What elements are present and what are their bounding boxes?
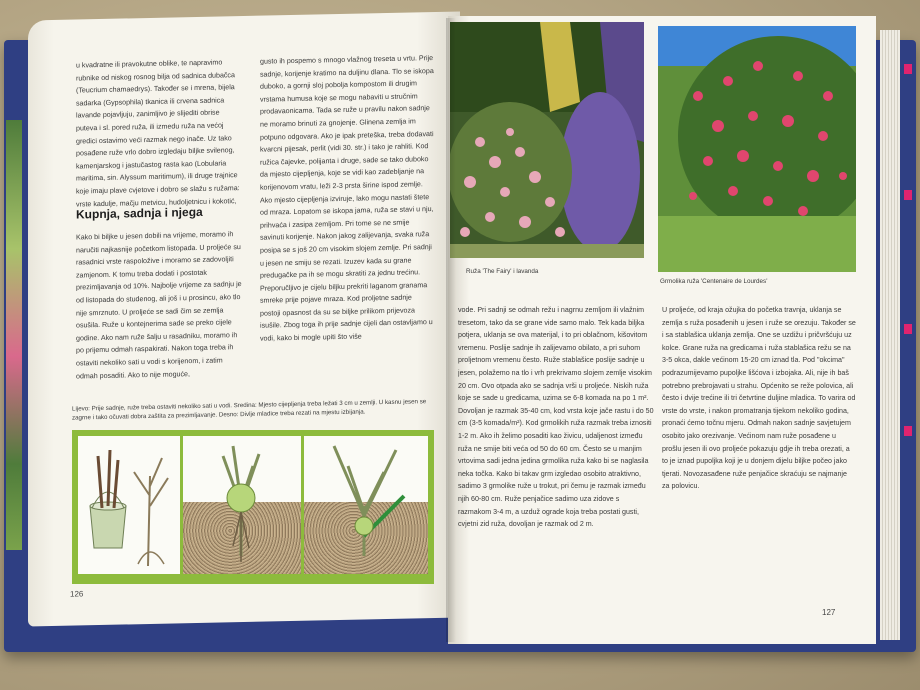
left-page-column-2: gusto ih pospemo s mnogo vlažnog treseta u vrtu. Prije sadnje, korijenje kratimo na duljinu dlana. Tlo se iskopa duboko, a gornji sloj pobolja kompostom ili drugim vrstama humusa koje se mogu nabaviti u stručnim prodavaonicama. Tada se ruže u pravilu nakon sadnje ne moramo brinuti za gnojenje. Glinena zemlja im potpuno odgovara. Ako je ipak preteška, treba dodavati kvarcni pijesak, perlit (vidi 30. str.) i tako je rahliti. Kod ružica čajevke, polijanta i druge, sade se tako duboko da mjesto cijepljenja, koje se vidi kao zadebljanje na korijenovom vratu, leži 2-3 prsta širine ispod zemlje. Ako mjesto cijepljenja izviruje, lako mogu nastati štete od mraza. Lopatom se iskopa jama, ruža se stavi u nju, prihvaća i zasipa zemljom. Pri tome se ne smije savinuti korijenje. Nakon jakog zalijevanja, svaka ruža posipa se s još 20 cm visokim slojem zemlje. Pri sadnji u jesen ne smiju se rezati. Izuzev kada su grane predugačke pa ih se mogu skratiti za jednu trećinu. Preporučljivo je cijelu biljku prekriti laganom granama smreke prije pojave mraza. Kod proljetne sadnje postoji opasnost da su se biljke prilikom prijevoza isušile. Zbog toga ih prije sadnje cijeli dan ostavljamo u vodi, kako bi mogle upiti što više [260,54,434,343]
illustration-panel-pruning [304,436,428,574]
shrub-rose-image [658,26,856,272]
page-number-left: 126 [70,589,84,599]
bookmark-tab [904,64,912,74]
illustration-panel-bucket [78,436,180,574]
rose-lavender-image [450,22,644,258]
planting-illustration [72,430,434,584]
book-gutter [446,18,456,642]
shrub-rose-photo [658,26,856,272]
section-heading: Kupnja, sadnja i njega [76,204,203,222]
bookmark-tab [904,426,912,436]
page-number-right: 127 [822,608,836,617]
shoot-illustration [304,436,428,574]
cover-photo-strip [6,120,22,550]
right-page-column-1: vode. Pri sadnji se odmah režu i nagrnu zemljom ili vlažnim tresetom, tako da se grane vide samo malo. Tek kada biljka potjera, uklanja se ova materijal, i to pri oblačnom, kišovitom vremenu. Poslije sadnje ih zalijevamo obilato, a pri suhom proljetnom vremenu često. Ruže stablašice poslije sadnje u jesen, polažemo na tlo i vrh prekrivamo slojem zemlje visokim 20 cm. Ovo otpada ako se sadnja vrši u proljeće. Niskih ruža koje se sade u gredicama, uzima se 6-8 komada na po 1 m². Dovoljan je razmak 35-40 cm, kod vrsta koje jače rastu i do 50 cm (3-5 komada/m²). Kod grmolikih ruža razmak treba iznositi 1-2 m. Ako ih želimo posaditi kao živicu, udaljenost između ruža ne smije biti veća od 50 do 60 cm. Često se u manjim vrtovima sadi jedna jedina grmolika ruža kako bi se naglasila neka točka. Kako bi takav grm izgledao osobito atraktivno, sadimo 3 grmolike ruže u trokut, pri čemu je razmak između njih 60-80 cm. Ruže penjačice sadimo uza zidove s razmakom 3-4 m, a uzduž ograde koja treba postati gusti, cvjetni zid ruža, dovoljan je razmak od 2 m. [458,306,654,529]
photo1-caption: Ruža 'The Fairy' i lavanda [466,268,539,275]
photo2-caption: Grmolika ruža 'Centenaire de Lourdes' [660,278,768,285]
plant-illustration [183,436,301,574]
page-edges [880,30,900,640]
right-page-column-2: U proljeće, od kraja ožujka do početka travnja, uklanja se zemlja s ruža posađenih u jesen i ruže se orezuju. Također se i sa stablašica uklanja zemlja. One se uzdižu i pričvršćuju uz kolce. Grane ruža na gredicama i ruža stablašica režu se na 3-5 okca, dakle većinom 15-20 cm iznad tla. Pod "okcima" podrazumijevamo pupoljke lišćova i izbojaka. Ali, nije ih baš potrebno prebrojavati u strahu. Općenito se reže polovica, ali često i dvije trećine ili tri četvrtine duljine mladica. To varira od vrste do vrste, i nakon promatranja tijekom nekoliko godina, pronaći ćemo točnu mjeru. Odmah nakon sadnje savjetujem osobito jako orezivanje. Većinom nam ruže posađene u prošlu jesen ili ovo proljeće pokazuju gdje ih treba orezati, a to je iznad pupoljka koji je u donjem dijelu biljke počeo jako tjerati. Novozasađene ruže penjačice skraćuju se najmanje za polovicu. [662,306,856,491]
bookmark-tab [904,324,912,334]
bucket-illustration [78,436,180,574]
rose-lavender-photo [450,22,644,258]
figure-caption: Lijevo: Prije sadnje, ruže treba ostaviti nekoliko sati u vodi. Sredina: Mjesto cijepljenja treba ležati 3 cm u zemlji. U kasnu jesen se zagrne i tako očuvati dobra zaštita za prezimljavanje. Desno: Divlje mladice treba rezati na mjestu izbijanja. [72,398,427,422]
left-page-column-1: Kako bi biljke u jesen dobili na vrijeme, moramo ih naručiti najkasnije početkom listopada. U proljeće su rasadnici vrste raspoložive i moramo se zadovoljiti zamjenom. K tomu treba dodati i postotak prezimljavanja od 10%. Najbolje vrijeme za sadnju je od listopada do studenog, ali još i u prosincu, ako tlo nije smrznuto. U proljeće se sadi čim se zemlja osušila. Ruže u kontejnerima sade se preko cijele godine. Ako nam ruže šalju u rasadniku, moramo ih po prijemu odmah raspakirati. Nakon toga treba ih ostaviti nekoliko sati u vodi s korijenom, i zatim odmah posaditi. Ako to nije moguće, [76,230,242,381]
left-page-top-text: u kvadratne ili pravokutne oblike, te napravimo rubnike od niskog rosnog bilja od sadnica dubačca (Teucrium chamaedrys). Također se i mrena, bijela sadarka (Gypsophila) tkanica ili crvena sadnica lavande pojavljuju, zanimljivo je slijediti obrise puteva i sl. pored ruža, ili izmedu ruža na većoj gredici ostavimo veći razmak nego inače. Uz tako posađene ruže vrlo dobro izgledaju biljke svilenog, kamenjarskog i jastučastog rasta kao (Lobularia maritima, sin. Alyssum maritimum), ili druge trajnice koje imaju plave cvjetove i dobro se slažu s ružama: vrste kadulje, mačju metvicu, hudoljetnicu i kokotić, [76,58,240,209]
right-page [448,16,876,644]
bookmark-tab [904,190,912,200]
illustration-panel-planting [183,436,301,574]
